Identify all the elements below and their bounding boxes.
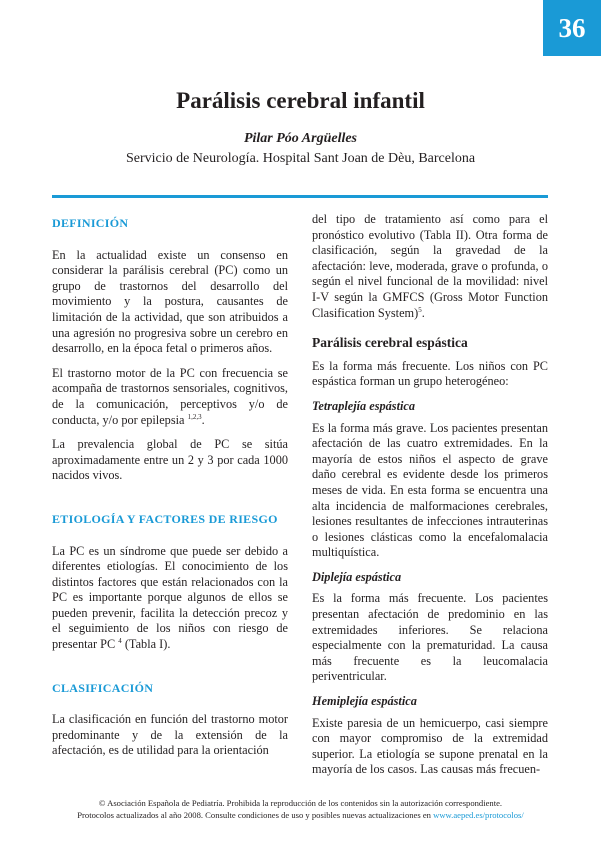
paragraph: El trastorno motor de la PC con frecuencia se acompaña de trastornos sensoriales, cognitivos, de la comunicación, perceptivos y/o de conducta, y/o por epilepsia $^{1,2,3}$. (52, 365, 288, 427)
header-divider (52, 195, 548, 198)
page-footer (0, 797, 601, 821)
subsection-heading-diplejia: Diplejía espástica (312, 569, 402, 584)
page-number-badge (543, 0, 601, 56)
paragraph: La clasificación en función del trastorno motor predominante y de la extensión de la afectación, es de utilidad para la orientación (52, 712, 288, 758)
paragraph: del tipo de tratamiento así como para el pronóstico evolutivo (Tabla II). Otra forma de clasificación, según la gravedad de la afectación: leve, moderada, grave o profunda, o según el nivel funcional de la movilidad: nivel I-V según la GMFCS (Gross Motor Function Clasification System)$^5$. (312, 212, 548, 320)
citation-ref: 5 (418, 305, 422, 314)
update-line: Protocolos actualizados al año 2008. Consulte condiciones de uso y posibles nuevas actualizaciones en www.aeped.es/protocolos/ (77, 810, 524, 820)
protocols-link[interactable]: www.aeped.es/protocolos/ (433, 810, 524, 820)
article-title: Parálisis cerebral infantil (176, 88, 425, 113)
citation-ref: 1,2,3 (187, 412, 202, 421)
paragraph: En la actualidad existe un consenso en considerar la parálisis cerebral (PC) como un grupo de trastornos del desarrollo del movimiento y la postura, causantes de limitación de la actividad, que son atribuidos a una agresión no progresiva sobre un cerebro en desarrollo, en la época fetal o primeros años. (52, 247, 288, 356)
paragraph: Es la forma más frecuente. Los pacientes presentan afectación de predominio en las extremidades inferiores. Se relaciona especialmente con la prematuridad. La causa más frecuente es la leucomalacia periventricular. (312, 591, 548, 684)
subsection-heading-espastica: Parálisis cerebral espástica (312, 335, 468, 351)
page-number: 36 (558, 12, 586, 43)
paragraph: La PC es un síndrome que puede ser debido a diferentes etiologías. El conocimiento de los distintos factores que están relacionados con la PC es importante porque algunos de ellos se pueden prevenir, facilita la detección precoz y el seguimiento de los niños con riesgo de presentar PC $^4$ (Tabla I). (52, 543, 288, 652)
section-heading-definicion: DEFINICIÓN (52, 216, 129, 230)
paragraph: Es la forma más grave. Los pacientes presentan afectación de las cuatro extremidades. En la mayoría de estos niños el aspecto de grave daño cerebral es evidente desde los primeros meses de vida. En esta forma se encuentra una alta incidencia de malformaciones cerebrales, lesiones resultantes de infecciones intrauterinas o lesiones clásticas como la encefalomalacia multiquística. (312, 420, 548, 560)
citation-ref: 4 (118, 636, 122, 645)
article-author: Pilar Póo Argüelles (243, 131, 358, 146)
author-affiliation: Servicio de Neurología. Hospital Sant Joan de Dèu, Barcelona (125, 151, 476, 166)
subsection-heading-hemiplejia: Hemiplejía espástica (312, 694, 417, 709)
left-column (52, 212, 288, 768)
paragraph: Existe paresia de un hemicuerpo, casi siempre con mayor compromiso de la extremidad superior. La etiología se supone prenatal en la mayoría de los casos. Las causas más frecuen- (312, 715, 548, 777)
paragraph: La prevalencia global de PC se sitúa aproximadamente entre un 2 y 3 por cada 1000 nacidos vivos. (52, 437, 288, 483)
section-heading-etiologia: ETIOLOGÍA Y FACTORES DE RIESGO (52, 511, 278, 526)
copyright-line: © Asociación Española de Pediatría. Prohibida la reproducción de los contenidos sin la autorización correspondiente. (98, 798, 503, 808)
right-column (312, 212, 548, 787)
paragraph: Es la forma más frecuente. Los niños con PC espástica forman un grupo heterogéneo: (312, 358, 548, 389)
section-heading-clasificacion: CLASIFICACIÓN (52, 680, 154, 695)
subsection-heading-tetraplejia: Tetraplejía espástica (312, 398, 416, 413)
